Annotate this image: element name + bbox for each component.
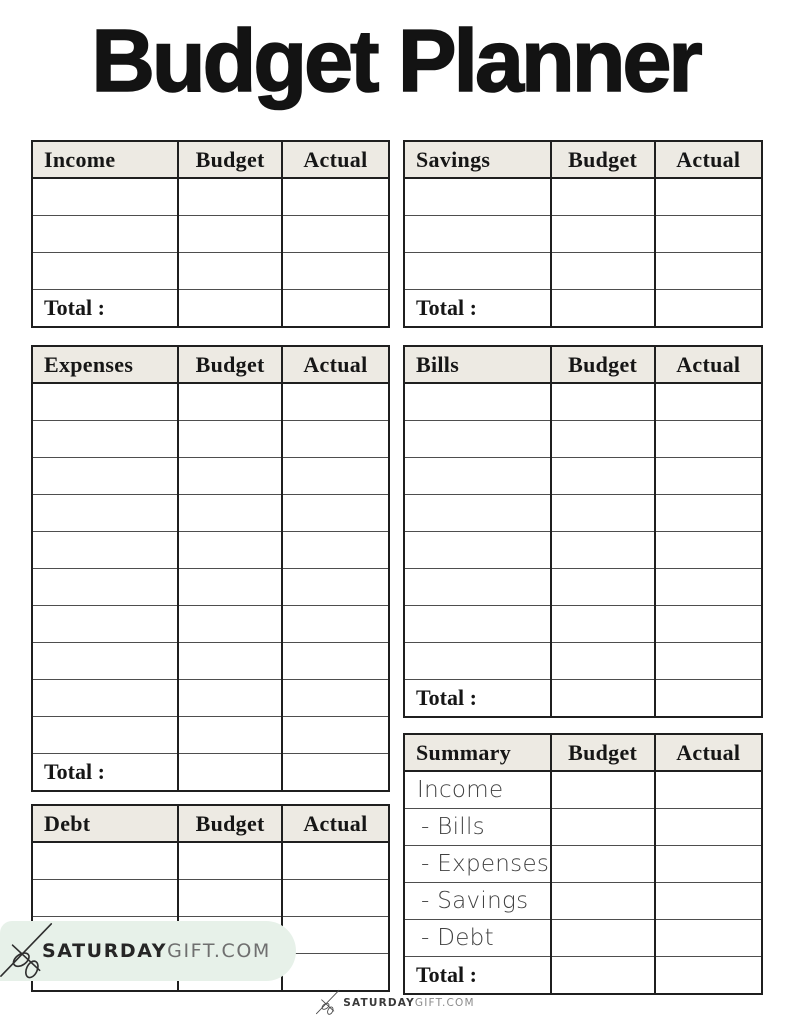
summary-table-title: Summary (404, 734, 551, 771)
blank-cell (655, 680, 762, 718)
savings-table-title: Savings (404, 141, 551, 178)
income-table (31, 140, 390, 328)
blank-cell (551, 532, 655, 569)
summary-row-debt (404, 920, 762, 957)
table-row (32, 458, 389, 495)
blank-cell (282, 383, 389, 421)
blank-cell (404, 569, 551, 606)
blank-cell (282, 178, 389, 216)
table-row (404, 178, 762, 216)
table-row (32, 606, 389, 643)
total-row (404, 680, 762, 718)
table-row (32, 717, 389, 754)
blank-cell (32, 383, 178, 421)
blank-cell (282, 842, 389, 880)
blank-cell (282, 253, 389, 290)
bills-actual-column-header: Actual (655, 346, 762, 383)
debt-budget-column-header: Budget (178, 805, 282, 842)
blank-cell (32, 569, 178, 606)
blank-cell (32, 842, 178, 880)
table-row (32, 680, 389, 717)
summary-total-label: Total : (404, 957, 551, 995)
footer-logo-text (343, 997, 475, 1009)
blank-cell (282, 290, 389, 328)
savings-total-label: Total : (404, 290, 551, 328)
summary-label-expenses: - Expenses (404, 846, 551, 883)
saturdaygift-logo-banner (0, 921, 296, 981)
blank-cell (655, 569, 762, 606)
blank-cell (178, 178, 282, 216)
table-row (404, 421, 762, 458)
blank-cell (655, 290, 762, 328)
summary-label-bills: - Bills (404, 809, 551, 846)
summary-row-savings (404, 883, 762, 920)
total-row (404, 290, 762, 328)
blank-cell (282, 216, 389, 253)
blank-cell (32, 495, 178, 532)
table-row (404, 532, 762, 569)
bills-budget-column-header: Budget (551, 346, 655, 383)
blank-cell (32, 178, 178, 216)
blank-cell (404, 606, 551, 643)
blank-cell (551, 421, 655, 458)
table-row (404, 253, 762, 290)
blank-cell (655, 771, 762, 809)
blank-cell (32, 421, 178, 458)
table-row (404, 606, 762, 643)
logo-text-giftcom: GIFT.COM (167, 940, 271, 962)
blank-cell (404, 421, 551, 458)
blank-cell (404, 532, 551, 569)
blank-cell (178, 754, 282, 792)
blank-cell (551, 495, 655, 532)
blank-cell (551, 458, 655, 495)
blank-cell (178, 643, 282, 680)
blank-cell (178, 421, 282, 458)
logo-text-saturday: SATURDAY (42, 940, 168, 962)
blank-cell (551, 883, 655, 920)
blank-cell (551, 216, 655, 253)
scissors-icon (316, 989, 342, 1015)
table-row (404, 495, 762, 532)
saturdaygift-logo-text (42, 940, 271, 962)
blank-cell (404, 495, 551, 532)
expenses-table-title: Expenses (32, 346, 178, 383)
bills-total-label: Total : (404, 680, 551, 718)
blank-cell (551, 846, 655, 883)
income-total-label: Total : (32, 290, 178, 328)
savings-budget-column-header: Budget (551, 141, 655, 178)
table-row (32, 421, 389, 458)
scissors-icon (0, 921, 58, 979)
table-row (32, 532, 389, 569)
blank-cell (655, 920, 762, 957)
blank-cell (178, 680, 282, 717)
blank-cell (655, 421, 762, 458)
blank-cell (655, 178, 762, 216)
blank-cell (178, 717, 282, 754)
blank-cell (655, 809, 762, 846)
summary-row-expenses (404, 846, 762, 883)
table-row (32, 880, 389, 917)
blank-cell (282, 917, 389, 954)
blank-cell (404, 643, 551, 680)
blank-cell (655, 383, 762, 421)
blank-cell (404, 253, 551, 290)
blank-cell (655, 957, 762, 995)
blank-cell (655, 216, 762, 253)
blank-cell (551, 253, 655, 290)
total-row (404, 957, 762, 995)
blank-cell (655, 643, 762, 680)
blank-cell (551, 383, 655, 421)
blank-cell (32, 880, 178, 917)
expenses-table (31, 345, 390, 792)
blank-cell (178, 495, 282, 532)
total-row (32, 754, 389, 792)
summary-label-debt: - Debt (404, 920, 551, 957)
summary-row-income (404, 771, 762, 809)
blank-cell (32, 643, 178, 680)
blank-cell (655, 532, 762, 569)
table-row (404, 383, 762, 421)
blank-cell (32, 253, 178, 290)
blank-cell (655, 846, 762, 883)
blank-cell (404, 383, 551, 421)
blank-cell (404, 178, 551, 216)
summary-label-savings: - Savings (404, 883, 551, 920)
expenses-total-label: Total : (32, 754, 178, 792)
blank-cell (282, 606, 389, 643)
blank-cell (32, 532, 178, 569)
blank-cell (551, 920, 655, 957)
table-row (32, 383, 389, 421)
blank-cell (178, 842, 282, 880)
table-row (32, 842, 389, 880)
blank-cell (178, 216, 282, 253)
blank-cell (282, 717, 389, 754)
footer-text-saturday: SATURDAY (343, 997, 415, 1009)
blank-cell (178, 290, 282, 328)
income-actual-column-header: Actual (282, 141, 389, 178)
summary-label-income: Income (404, 771, 551, 809)
blank-cell (551, 178, 655, 216)
summary-budget-column-header: Budget (551, 734, 655, 771)
blank-cell (282, 880, 389, 917)
blank-cell (551, 680, 655, 718)
expenses-actual-column-header: Actual (282, 346, 389, 383)
blank-cell (178, 532, 282, 569)
blank-cell (404, 216, 551, 253)
blank-cell (551, 771, 655, 809)
blank-cell (655, 495, 762, 532)
footer-text-giftcom: GIFT.COM (414, 997, 475, 1009)
table-row (404, 643, 762, 680)
blank-cell (178, 880, 282, 917)
blank-cell (551, 809, 655, 846)
blank-cell (282, 643, 389, 680)
table-row (404, 216, 762, 253)
debt-actual-column-header: Actual (282, 805, 389, 842)
income-budget-column-header: Budget (178, 141, 282, 178)
total-row (32, 290, 389, 328)
summary-actual-column-header: Actual (655, 734, 762, 771)
table-row (32, 643, 389, 680)
blank-cell (655, 883, 762, 920)
blank-cell (32, 606, 178, 643)
table-row (32, 495, 389, 532)
blank-cell (178, 606, 282, 643)
blank-cell (551, 290, 655, 328)
blank-cell (32, 680, 178, 717)
blank-cell (655, 253, 762, 290)
blank-cell (282, 421, 389, 458)
blank-cell (282, 532, 389, 569)
page-title: Budget Planner (91, 11, 700, 110)
blank-cell (178, 253, 282, 290)
blank-cell (282, 458, 389, 495)
blank-cell (178, 458, 282, 495)
bills-table-title: Bills (404, 346, 551, 383)
blank-cell (404, 458, 551, 495)
debt-table-title: Debt (32, 805, 178, 842)
summary-table (403, 733, 763, 995)
savings-table (403, 140, 763, 328)
blank-cell (551, 643, 655, 680)
blank-cell (178, 569, 282, 606)
blank-cell (551, 957, 655, 995)
blank-cell (551, 569, 655, 606)
blank-cell (282, 754, 389, 792)
income-table-title: Income (32, 141, 178, 178)
blank-cell (282, 495, 389, 532)
summary-row-bills (404, 809, 762, 846)
table-row (32, 178, 389, 216)
table-row (32, 216, 389, 253)
blank-cell (655, 458, 762, 495)
table-row (32, 253, 389, 290)
blank-cell (551, 606, 655, 643)
blank-cell (32, 216, 178, 253)
blank-cell (282, 680, 389, 717)
blank-cell (282, 954, 389, 992)
blank-cell (282, 569, 389, 606)
footer-logo (0, 991, 791, 1015)
table-row (404, 569, 762, 606)
blank-cell (178, 383, 282, 421)
blank-cell (32, 717, 178, 754)
savings-actual-column-header: Actual (655, 141, 762, 178)
bills-table (403, 345, 763, 718)
table-row (32, 569, 389, 606)
expenses-budget-column-header: Budget (178, 346, 282, 383)
blank-cell (655, 606, 762, 643)
blank-cell (32, 458, 178, 495)
table-row (404, 458, 762, 495)
